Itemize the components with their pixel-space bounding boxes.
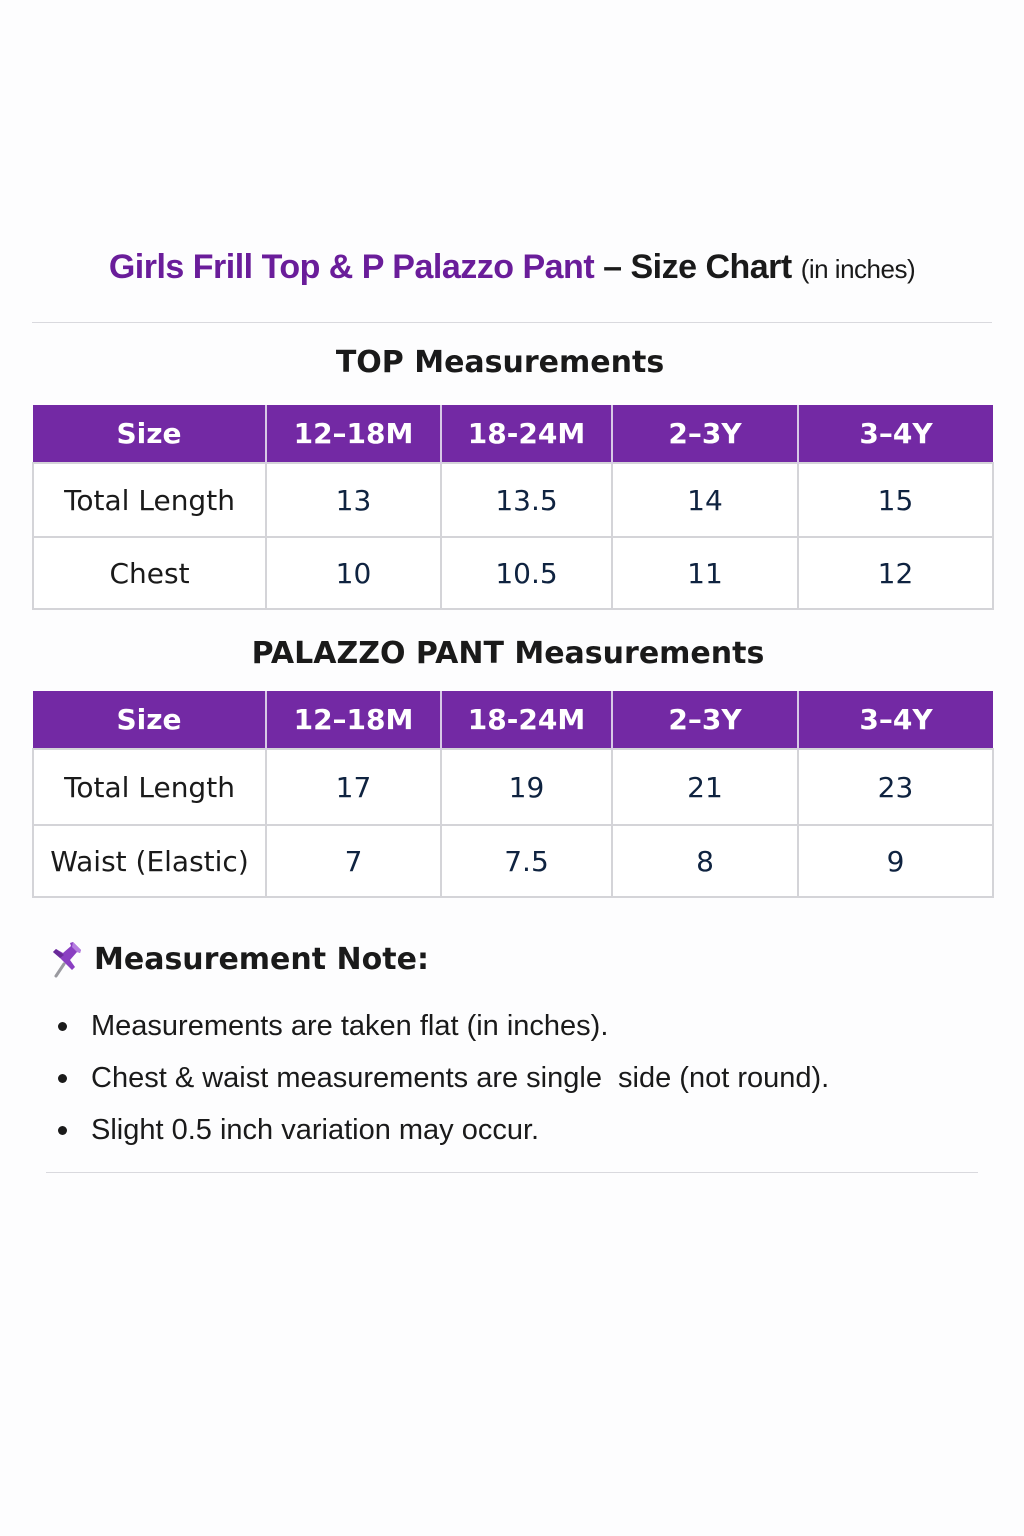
title-size-chart: Size Chart bbox=[630, 248, 801, 286]
bullet-icon bbox=[58, 1126, 67, 1135]
list-item bbox=[52, 1000, 829, 1052]
pushpin-icon bbox=[50, 940, 84, 978]
column-header: 18-24M bbox=[441, 691, 612, 749]
column-header: 12–18M bbox=[266, 691, 441, 749]
table-header-row bbox=[33, 691, 993, 749]
bullet-icon bbox=[58, 1074, 67, 1083]
page-title bbox=[0, 248, 1024, 287]
bullet-icon bbox=[58, 1022, 67, 1031]
table-cell: 13 bbox=[266, 463, 441, 537]
bottom-divider bbox=[46, 1172, 978, 1173]
column-header: 3–4Y bbox=[798, 691, 993, 749]
top-section-title: TOP Measurements bbox=[335, 345, 665, 380]
column-header: 18-24M bbox=[441, 405, 612, 463]
title-unit: (in inches) bbox=[800, 254, 916, 284]
top-divider bbox=[32, 322, 992, 323]
table-cell: 19 bbox=[441, 749, 612, 825]
table-header-row bbox=[33, 405, 993, 463]
note-text: Slight 0.5 inch variation may occur. bbox=[91, 1114, 540, 1146]
column-header: 2–3Y bbox=[612, 405, 798, 463]
pant-size-table bbox=[32, 691, 994, 898]
note-text: Measurements are taken flat (in inches). bbox=[91, 1010, 609, 1042]
table-cell: 17 bbox=[266, 749, 441, 825]
table-row bbox=[33, 825, 993, 897]
table-row bbox=[33, 537, 993, 609]
top-size-table bbox=[32, 405, 994, 610]
table-cell: 9 bbox=[798, 825, 993, 897]
table-cell: 7.5 bbox=[441, 825, 612, 897]
row-label: Chest bbox=[33, 537, 266, 609]
table-row bbox=[33, 749, 993, 825]
column-header: Size bbox=[33, 691, 266, 749]
note-heading-text: Measurement Note: bbox=[94, 941, 429, 977]
table-cell: 13.5 bbox=[441, 463, 612, 537]
table-cell: 12 bbox=[798, 537, 993, 609]
row-label: Waist (Elastic) bbox=[33, 825, 266, 897]
title-dash: – bbox=[594, 248, 631, 286]
notes-list bbox=[52, 1000, 829, 1156]
column-header: Size bbox=[33, 405, 266, 463]
table-cell: 15 bbox=[798, 463, 993, 537]
row-label: Total Length bbox=[33, 749, 266, 825]
pant-section-title: PALAZZO PANT Measurements bbox=[251, 636, 765, 671]
table-cell: 8 bbox=[612, 825, 798, 897]
title-product-name: Girls Frill Top & P Palazzo Pant bbox=[108, 248, 595, 286]
list-item bbox=[52, 1052, 829, 1104]
table-cell: 11 bbox=[612, 537, 798, 609]
column-header: 2–3Y bbox=[612, 691, 798, 749]
table-cell: 23 bbox=[798, 749, 993, 825]
table-cell: 14 bbox=[612, 463, 798, 537]
table-cell: 7 bbox=[266, 825, 441, 897]
table-row bbox=[33, 463, 993, 537]
note-heading bbox=[50, 940, 429, 978]
table-cell: 10 bbox=[266, 537, 441, 609]
table-cell: 10.5 bbox=[441, 537, 612, 609]
column-header: 12–18M bbox=[266, 405, 441, 463]
list-item bbox=[52, 1104, 829, 1156]
table-cell: 21 bbox=[612, 749, 798, 825]
note-text: Chest & waist measurements are single side (not round). bbox=[91, 1062, 830, 1094]
row-label: Total Length bbox=[33, 463, 266, 537]
column-header: 3–4Y bbox=[798, 405, 993, 463]
